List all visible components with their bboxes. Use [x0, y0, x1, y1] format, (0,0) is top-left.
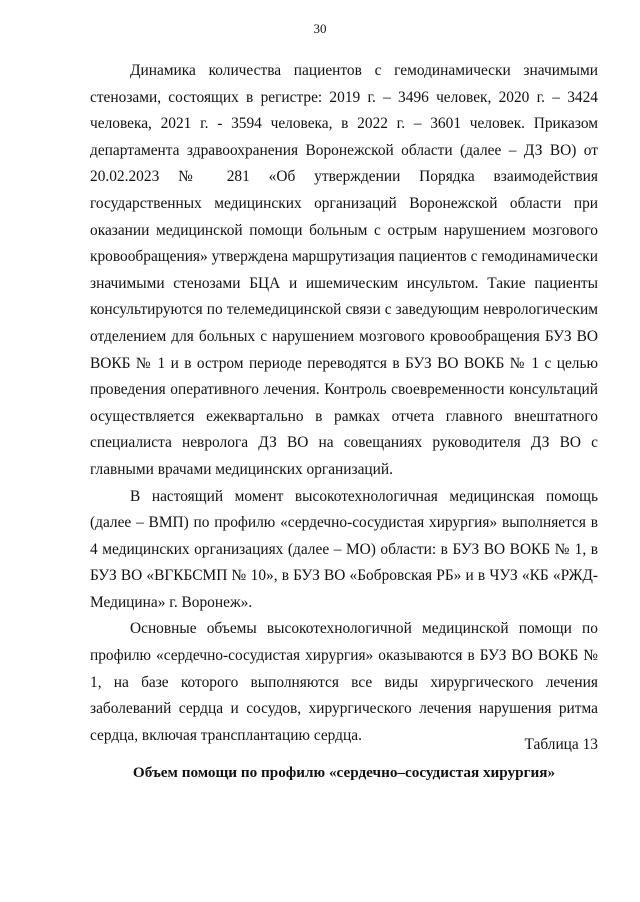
- paragraph-main-volumes: Основные объемы высокотехнологичной медицинской помощи по профилю «сердечно-сосудистая хирургия» оказываются в БУЗ ВО ВОКБ № 1, на базе которого выполняются все виды хирургического лечения заболеваний сердца и сосудов, хирургического лечения нарушения ритма сердца, включая трансплантацию сердца.: [90, 620, 598, 744]
- table-label: Таблица 13: [524, 736, 598, 753]
- document-body: [90, 58, 598, 749]
- page-number: 30: [313, 21, 327, 36]
- table-title: Объем помощи по профилю «сердечно–сосудистая хирургия»: [132, 764, 556, 781]
- paragraph-vmp-organizations: В настоящий момент высокотехнологичная медицинская помощь (далее – ВМП) по профилю «сердечно-сосудистая хирургия» выполняется в 4 медицинских организациях (далее – МО) области: в БУЗ ВО ВОКБ № 1, в БУЗ ВО «ВГКБСМП № 10», в БУЗ ВО «Бобровская РБ» и в ЧУЗ «КБ «РЖД-Медицина» г. Воронеж».: [90, 487, 598, 611]
- paragraph-stenosis-dynamics: Динамика количества пациентов с гемодинамически значимыми стенозами, состоящих в регистре: 2019 г. – 3496 человек, 2020 г. – 3424 человека, 2021 г. - 3594 человека, в 2022 г. – 3601 человек. Приказом департамента здравоохранения Воронежской области (далее – ДЗ ВО) от 20.02.2023 № 281 «Об утверждении Порядка взаимодействия государственных медицинских организаций Воронежской области при оказании медицинской помощи больным с острым нарушением мозгового кровообращения» утверждена маршрутизация пациентов с гемодинамически значимыми стенозами БЦА и ишемическим инсультом. Такие пациенты консультируются по телемедицинской связи с заведующим неврологическим отделением для больных с нарушением мозгового кровообращения БУЗ ВО ВОКБ № 1 и в остром периоде переводятся в БУЗ ВО ВОКБ № 1 с целью проведения оперативного лечения. Контроль своевременности консультаций осуществляется ежеквартально в рамках отчета главного внештатного специалиста невролога ДЗ ВО на совещаниях руководителя ДЗ ВО с главными врачами медицинских организаций.: [90, 62, 598, 478]
